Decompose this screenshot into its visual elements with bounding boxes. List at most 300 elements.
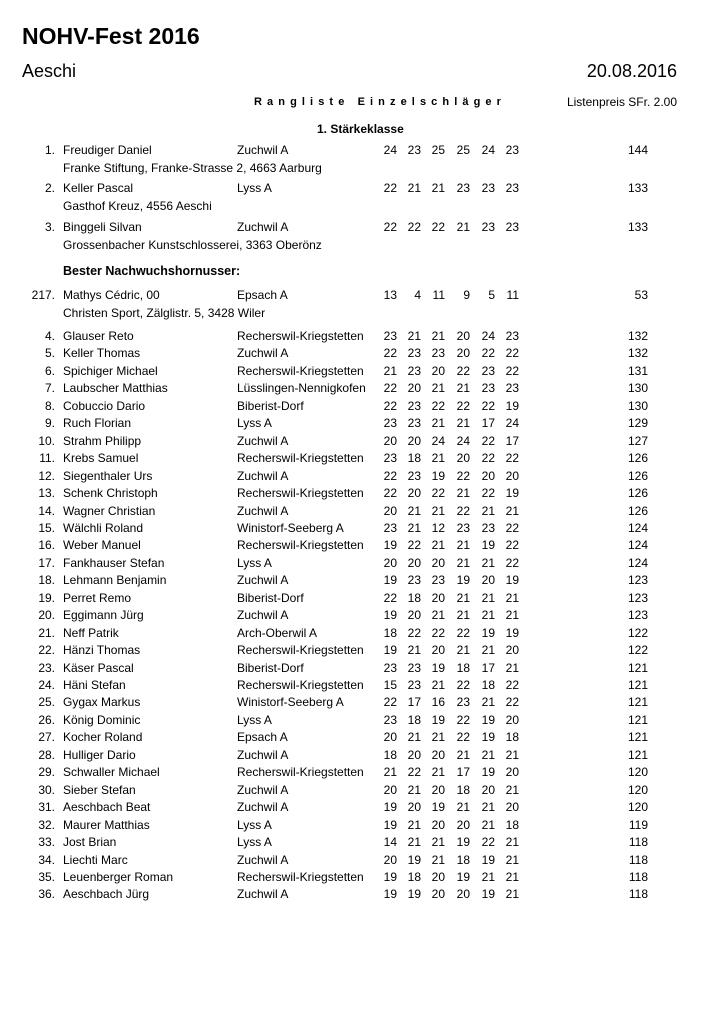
- table-row: [0, 835, 725, 851]
- score-cell: 21: [431, 181, 445, 195]
- score-cell: 22: [481, 346, 495, 360]
- score-cell: 24: [456, 434, 470, 448]
- player-name: Wagner Christian: [63, 504, 156, 518]
- score-cell: 21: [383, 765, 397, 779]
- table-row: [0, 887, 725, 903]
- total-cell: 144: [627, 143, 648, 157]
- total-cell: 118: [628, 835, 648, 849]
- score-cell: 20: [431, 556, 445, 570]
- score-cell: 22: [456, 678, 470, 692]
- rank-cell: 11.: [39, 451, 55, 465]
- score-cell: 23: [505, 181, 519, 195]
- score-cell: 23: [456, 181, 470, 195]
- rank-cell: 33.: [38, 835, 55, 849]
- score-cell: 19: [431, 713, 445, 727]
- table-row: [0, 661, 725, 677]
- score-cell: 24: [481, 143, 495, 157]
- score-cell: 20: [505, 800, 519, 814]
- player-name: Freudiger Daniel: [63, 143, 152, 157]
- rank-cell: 35.: [38, 870, 55, 884]
- score-cell: 21: [431, 504, 445, 518]
- score-cell: 21: [431, 730, 445, 744]
- table-row: [0, 695, 725, 711]
- player-name: Häni Stefan: [63, 678, 126, 692]
- club-name: Arch-Oberwil A: [237, 626, 318, 640]
- score-cell: 20: [407, 381, 421, 395]
- player-name: Cobuccio Dario: [63, 399, 146, 413]
- score-cell: 22: [383, 469, 397, 483]
- score-cell: 19: [456, 870, 470, 884]
- score-cell: 22: [407, 538, 421, 552]
- player-name: Lehmann Benjamin: [63, 573, 167, 587]
- club-name: Biberist-Dorf: [237, 591, 304, 605]
- club-name: Zuchwil A: [237, 346, 289, 360]
- player-name: Keller Thomas: [63, 346, 141, 360]
- score-cell: 17: [481, 416, 495, 430]
- score-cell: 22: [481, 835, 495, 849]
- club-name: Zuchwil A: [237, 853, 289, 867]
- score-cell: 21: [481, 556, 495, 570]
- score-cell: 22: [383, 381, 397, 395]
- total-cell: 126: [627, 504, 648, 518]
- player-name: Spichiger Michael: [63, 364, 158, 378]
- score-cell: 18: [456, 783, 470, 797]
- score-cell: 21: [407, 643, 421, 657]
- score-cell: 24: [481, 329, 495, 343]
- club-name: Zuchwil A: [237, 504, 289, 518]
- score-cell: 23: [383, 661, 397, 675]
- score-cell: 23: [431, 573, 445, 587]
- club-name: Recherswil-Kriegstetten: [237, 451, 364, 465]
- score-cell: 21: [407, 504, 421, 518]
- score-cell: 22: [431, 399, 445, 413]
- score-cell: 22: [383, 181, 397, 195]
- score-cell: 21: [505, 504, 519, 518]
- sponsor-line: Gasthof Kreuz, 4556 Aeschi: [63, 199, 212, 213]
- total-cell: 120: [627, 800, 648, 814]
- score-cell: 18: [481, 678, 495, 692]
- rank-cell: 28.: [38, 748, 55, 762]
- total-cell: 133: [627, 220, 648, 234]
- score-cell: 16: [431, 695, 445, 709]
- score-cell: 20: [407, 748, 421, 762]
- score-cell: 20: [407, 800, 421, 814]
- rank-cell: 22.: [38, 643, 55, 657]
- list-price: Listenpreis SFr. 2.00: [566, 95, 677, 109]
- player-name: Gygax Markus: [63, 695, 141, 709]
- score-cell: 21: [431, 416, 445, 430]
- player-name: Wälchli Roland: [63, 521, 144, 535]
- score-cell: 21: [407, 783, 421, 797]
- score-cell: 21: [481, 695, 495, 709]
- score-cell: 22: [505, 364, 519, 378]
- score-cell: 21: [407, 181, 421, 195]
- class-heading: 1. Stärkeklasse: [317, 122, 404, 136]
- score-cell: 11: [506, 288, 519, 302]
- rank-cell: 14.: [38, 504, 55, 518]
- table-row: [0, 521, 725, 537]
- rank-cell: 10.: [38, 434, 55, 448]
- score-cell: 15: [383, 678, 397, 692]
- score-cell: 19: [383, 608, 397, 622]
- club-name: Epsach A: [237, 730, 288, 744]
- club-name: Biberist-Dorf: [237, 399, 304, 413]
- table-row: [0, 399, 725, 415]
- table-row: [0, 469, 725, 485]
- table-row: [0, 800, 725, 816]
- table-row: [0, 626, 725, 642]
- score-cell: 22: [481, 451, 495, 465]
- player-name: Schenk Christoph: [63, 486, 158, 500]
- club-name: Zuchwil A: [237, 143, 289, 157]
- table-row: [0, 364, 725, 380]
- score-cell: 21: [505, 783, 519, 797]
- table-row: [0, 643, 725, 659]
- sponsor-line: Christen Sport, Zälglistr. 5, 3428 Wiler: [63, 306, 266, 320]
- club-name: Zuchwil A: [237, 434, 289, 448]
- score-cell: 20: [431, 364, 445, 378]
- score-cell: 21: [481, 591, 495, 605]
- score-cell: 20: [456, 818, 470, 832]
- score-cell: 21: [481, 643, 495, 657]
- rank-cell: 26.: [38, 713, 55, 727]
- score-cell: 22: [407, 626, 421, 640]
- total-cell: 130: [627, 399, 648, 413]
- score-cell: 20: [383, 730, 397, 744]
- club-name: Lyss A: [237, 835, 272, 849]
- total-cell: 123: [627, 573, 648, 587]
- score-cell: 22: [505, 521, 519, 535]
- club-name: Zuchwil A: [237, 608, 289, 622]
- score-cell: 20: [456, 451, 470, 465]
- score-cell: 19: [481, 765, 495, 779]
- score-cell: 21: [456, 416, 470, 430]
- score-cell: 13: [383, 288, 397, 302]
- score-cell: 18: [383, 748, 397, 762]
- score-cell: 20: [505, 643, 519, 657]
- total-cell: 121: [627, 695, 648, 709]
- table-row: [0, 329, 725, 345]
- score-cell: 19: [456, 573, 470, 587]
- club-name: Recherswil-Kriegstetten: [237, 870, 364, 884]
- total-cell: 129: [627, 416, 648, 430]
- total-cell: 123: [627, 591, 648, 605]
- score-cell: 23: [431, 346, 445, 360]
- total-cell: 121: [627, 661, 648, 675]
- score-cell: 20: [383, 853, 397, 867]
- total-cell: 121: [627, 678, 648, 692]
- total-cell: 122: [627, 626, 648, 640]
- player-name: Maurer Matthias: [63, 818, 150, 832]
- total-cell: 124: [627, 538, 648, 552]
- score-cell: 21: [481, 504, 495, 518]
- score-cell: 20: [505, 469, 519, 483]
- rank-cell: 20.: [38, 608, 55, 622]
- rank-cell: 1.: [44, 143, 55, 157]
- score-cell: 20: [431, 783, 445, 797]
- score-cell: 14: [383, 835, 397, 849]
- player-name: Keller Pascal: [63, 181, 134, 195]
- rank-cell: 34.: [38, 853, 55, 867]
- score-cell: 21: [505, 748, 519, 762]
- score-cell: 21: [505, 835, 519, 849]
- score-cell: 22: [456, 399, 470, 413]
- score-cell: 21: [407, 835, 421, 849]
- score-cell: 18: [456, 661, 470, 675]
- score-cell: 22: [456, 626, 470, 640]
- player-name: Glauser Reto: [63, 329, 134, 343]
- rank-cell: 12.: [38, 469, 55, 483]
- club-name: Winistorf-Seeberg A: [237, 695, 344, 709]
- score-cell: 17: [456, 765, 470, 779]
- score-cell: 4: [414, 288, 421, 302]
- score-cell: 21: [505, 661, 519, 675]
- score-cell: 23: [407, 573, 421, 587]
- table-row: [0, 181, 725, 197]
- total-cell: 133: [627, 181, 648, 195]
- score-cell: 22: [456, 713, 470, 727]
- total-cell: 123: [627, 608, 648, 622]
- club-name: Zuchwil A: [237, 800, 289, 814]
- total-cell: 124: [627, 521, 648, 535]
- score-cell: 19: [456, 835, 470, 849]
- player-name: Jost Brian: [63, 835, 117, 849]
- total-cell: 126: [627, 486, 648, 500]
- score-cell: 19: [383, 887, 397, 901]
- score-cell: 20: [431, 818, 445, 832]
- score-cell: 21: [456, 748, 470, 762]
- rank-cell: 2.: [44, 181, 55, 195]
- score-cell: 21: [481, 870, 495, 884]
- score-cell: 23: [456, 695, 470, 709]
- score-cell: 21: [431, 678, 445, 692]
- score-cell: 22: [383, 591, 397, 605]
- score-cell: 22: [431, 486, 445, 500]
- score-cell: 20: [481, 469, 495, 483]
- total-cell: 132: [627, 346, 648, 360]
- score-cell: 12: [431, 521, 445, 535]
- club-name: Recherswil-Kriegstetten: [237, 643, 364, 657]
- total-cell: 132: [627, 329, 648, 343]
- score-cell: 20: [383, 783, 397, 797]
- score-cell: 21: [456, 381, 470, 395]
- rank-cell: 9.: [44, 416, 55, 430]
- score-cell: 21: [431, 835, 445, 849]
- score-cell: 19: [383, 818, 397, 832]
- player-name: Hulliger Dario: [63, 748, 136, 762]
- score-cell: 18: [407, 451, 421, 465]
- score-cell: 20: [431, 870, 445, 884]
- score-cell: 23: [383, 416, 397, 430]
- total-cell: 118: [628, 887, 648, 901]
- score-cell: 18: [383, 626, 397, 640]
- score-cell: 22: [481, 434, 495, 448]
- player-name: Leuenberger Roman: [63, 870, 174, 884]
- score-cell: 17: [407, 695, 421, 709]
- table-row: [0, 504, 725, 520]
- score-cell: 21: [505, 870, 519, 884]
- club-name: Lyss A: [237, 818, 272, 832]
- total-cell: 131: [627, 364, 648, 378]
- table-row: [0, 288, 725, 304]
- score-cell: 23: [481, 381, 495, 395]
- score-cell: 20: [407, 486, 421, 500]
- score-cell: 22: [505, 538, 519, 552]
- score-cell: 19: [407, 887, 421, 901]
- score-cell: 22: [407, 220, 421, 234]
- score-cell: 20: [456, 887, 470, 901]
- club-name: Zuchwil A: [237, 469, 289, 483]
- player-name: Käser Pascal: [63, 661, 134, 675]
- player-name: Mathys Cédric, 00: [63, 288, 160, 302]
- rank-cell: 23.: [38, 661, 55, 675]
- player-name: Eggimann Jürg: [63, 608, 144, 622]
- score-cell: 22: [383, 486, 397, 500]
- player-name: Schwaller Michael: [63, 765, 160, 779]
- score-cell: 20: [456, 329, 470, 343]
- score-cell: 19: [481, 713, 495, 727]
- score-cell: 21: [481, 818, 495, 832]
- score-cell: 23: [407, 678, 421, 692]
- club-name: Zuchwil A: [237, 573, 289, 587]
- total-cell: 119: [628, 818, 648, 832]
- score-cell: 18: [407, 870, 421, 884]
- score-cell: 21: [456, 556, 470, 570]
- score-cell: 23: [407, 143, 421, 157]
- total-cell: 130: [627, 381, 648, 395]
- score-cell: 18: [407, 591, 421, 605]
- total-cell: 121: [627, 730, 648, 744]
- event-place: Aeschi: [22, 61, 77, 81]
- player-name: Kocher Roland: [63, 730, 143, 744]
- score-cell: 19: [383, 870, 397, 884]
- score-cell: 21: [431, 538, 445, 552]
- score-cell: 21: [407, 818, 421, 832]
- score-cell: 21: [505, 853, 519, 867]
- table-row: [0, 434, 725, 450]
- score-cell: 25: [431, 143, 445, 157]
- table-row: [0, 220, 725, 236]
- rank-cell: 17.: [38, 556, 55, 570]
- score-cell: 23: [505, 143, 519, 157]
- score-cell: 20: [505, 765, 519, 779]
- score-cell: 19: [481, 730, 495, 744]
- score-cell: 24: [383, 143, 397, 157]
- score-cell: 23: [383, 451, 397, 465]
- table-row: [0, 556, 725, 572]
- player-name: Sieber Stefan: [63, 783, 136, 797]
- table-row: [0, 486, 725, 502]
- score-cell: 21: [407, 730, 421, 744]
- score-cell: 23: [407, 469, 421, 483]
- score-cell: 19: [505, 573, 519, 587]
- score-cell: 17: [481, 661, 495, 675]
- table-row: [0, 591, 725, 607]
- score-cell: 21: [431, 765, 445, 779]
- club-name: Lüsslingen-Nennigkofen: [237, 381, 366, 395]
- score-cell: 19: [383, 643, 397, 657]
- total-cell: 53: [634, 288, 648, 302]
- score-cell: 22: [456, 504, 470, 518]
- player-name: Aeschbach Beat: [63, 800, 151, 814]
- club-name: Zuchwil A: [237, 887, 289, 901]
- score-cell: 20: [431, 591, 445, 605]
- score-cell: 21: [383, 364, 397, 378]
- score-cell: 21: [456, 591, 470, 605]
- score-cell: 20: [407, 434, 421, 448]
- club-name: Recherswil-Kriegstetten: [237, 538, 364, 552]
- score-cell: 18: [505, 730, 519, 744]
- rank-cell: 19.: [38, 591, 55, 605]
- player-name: Siegenthaler Urs: [63, 469, 153, 483]
- score-cell: 21: [431, 381, 445, 395]
- score-cell: 21: [456, 486, 470, 500]
- club-name: Winistorf-Seeberg A: [237, 521, 344, 535]
- score-cell: 22: [456, 730, 470, 744]
- club-name: Recherswil-Kriegstetten: [237, 765, 364, 779]
- club-name: Zuchwil A: [237, 783, 289, 797]
- score-cell: 19: [407, 853, 421, 867]
- score-cell: 17: [505, 434, 519, 448]
- club-name: Zuchwil A: [237, 748, 289, 762]
- table-row: [0, 853, 725, 869]
- score-cell: 23: [505, 381, 519, 395]
- rank-cell: 25.: [38, 695, 55, 709]
- table-row: [0, 765, 725, 781]
- rank-cell: 13.: [38, 486, 55, 500]
- score-cell: 9: [463, 288, 470, 302]
- score-cell: 21: [481, 748, 495, 762]
- player-name: Ruch Florian: [63, 416, 132, 430]
- score-cell: 22: [505, 678, 519, 692]
- score-cell: 19: [431, 661, 445, 675]
- player-name: Perret Remo: [63, 591, 132, 605]
- player-name: Fankhauser Stefan: [63, 556, 165, 570]
- rank-cell: 32.: [38, 818, 55, 832]
- club-name: Lyss A: [237, 713, 272, 727]
- score-cell: 21: [431, 451, 445, 465]
- score-cell: 19: [383, 800, 397, 814]
- document-title: NOHV-Fest 2016: [22, 23, 200, 49]
- score-cell: 21: [456, 538, 470, 552]
- player-name: Liechti Marc: [63, 853, 128, 867]
- score-cell: 25: [456, 143, 470, 157]
- score-cell: 20: [383, 434, 397, 448]
- club-name: Recherswil-Kriegstetten: [237, 329, 364, 343]
- score-cell: 21: [456, 800, 470, 814]
- junior-heading: Bester Nachwuchshornusser:: [63, 264, 241, 278]
- rank-cell: 36.: [38, 887, 55, 901]
- rank-cell: 5.: [44, 346, 55, 360]
- club-name: Lyss A: [237, 416, 272, 430]
- score-cell: 21: [505, 608, 519, 622]
- player-name: Strahm Philipp: [63, 434, 142, 448]
- table-row: [0, 538, 725, 554]
- score-cell: 19: [481, 887, 495, 901]
- score-cell: 24: [505, 416, 519, 430]
- club-name: Epsach A: [237, 288, 288, 302]
- score-cell: 21: [407, 521, 421, 535]
- table-row: [0, 818, 725, 834]
- score-cell: 21: [407, 329, 421, 343]
- score-cell: 22: [456, 469, 470, 483]
- score-cell: 22: [456, 364, 470, 378]
- score-cell: 20: [431, 643, 445, 657]
- score-cell: 22: [383, 695, 397, 709]
- score-cell: 23: [383, 713, 397, 727]
- score-cell: 20: [431, 748, 445, 762]
- total-cell: 118: [628, 870, 648, 884]
